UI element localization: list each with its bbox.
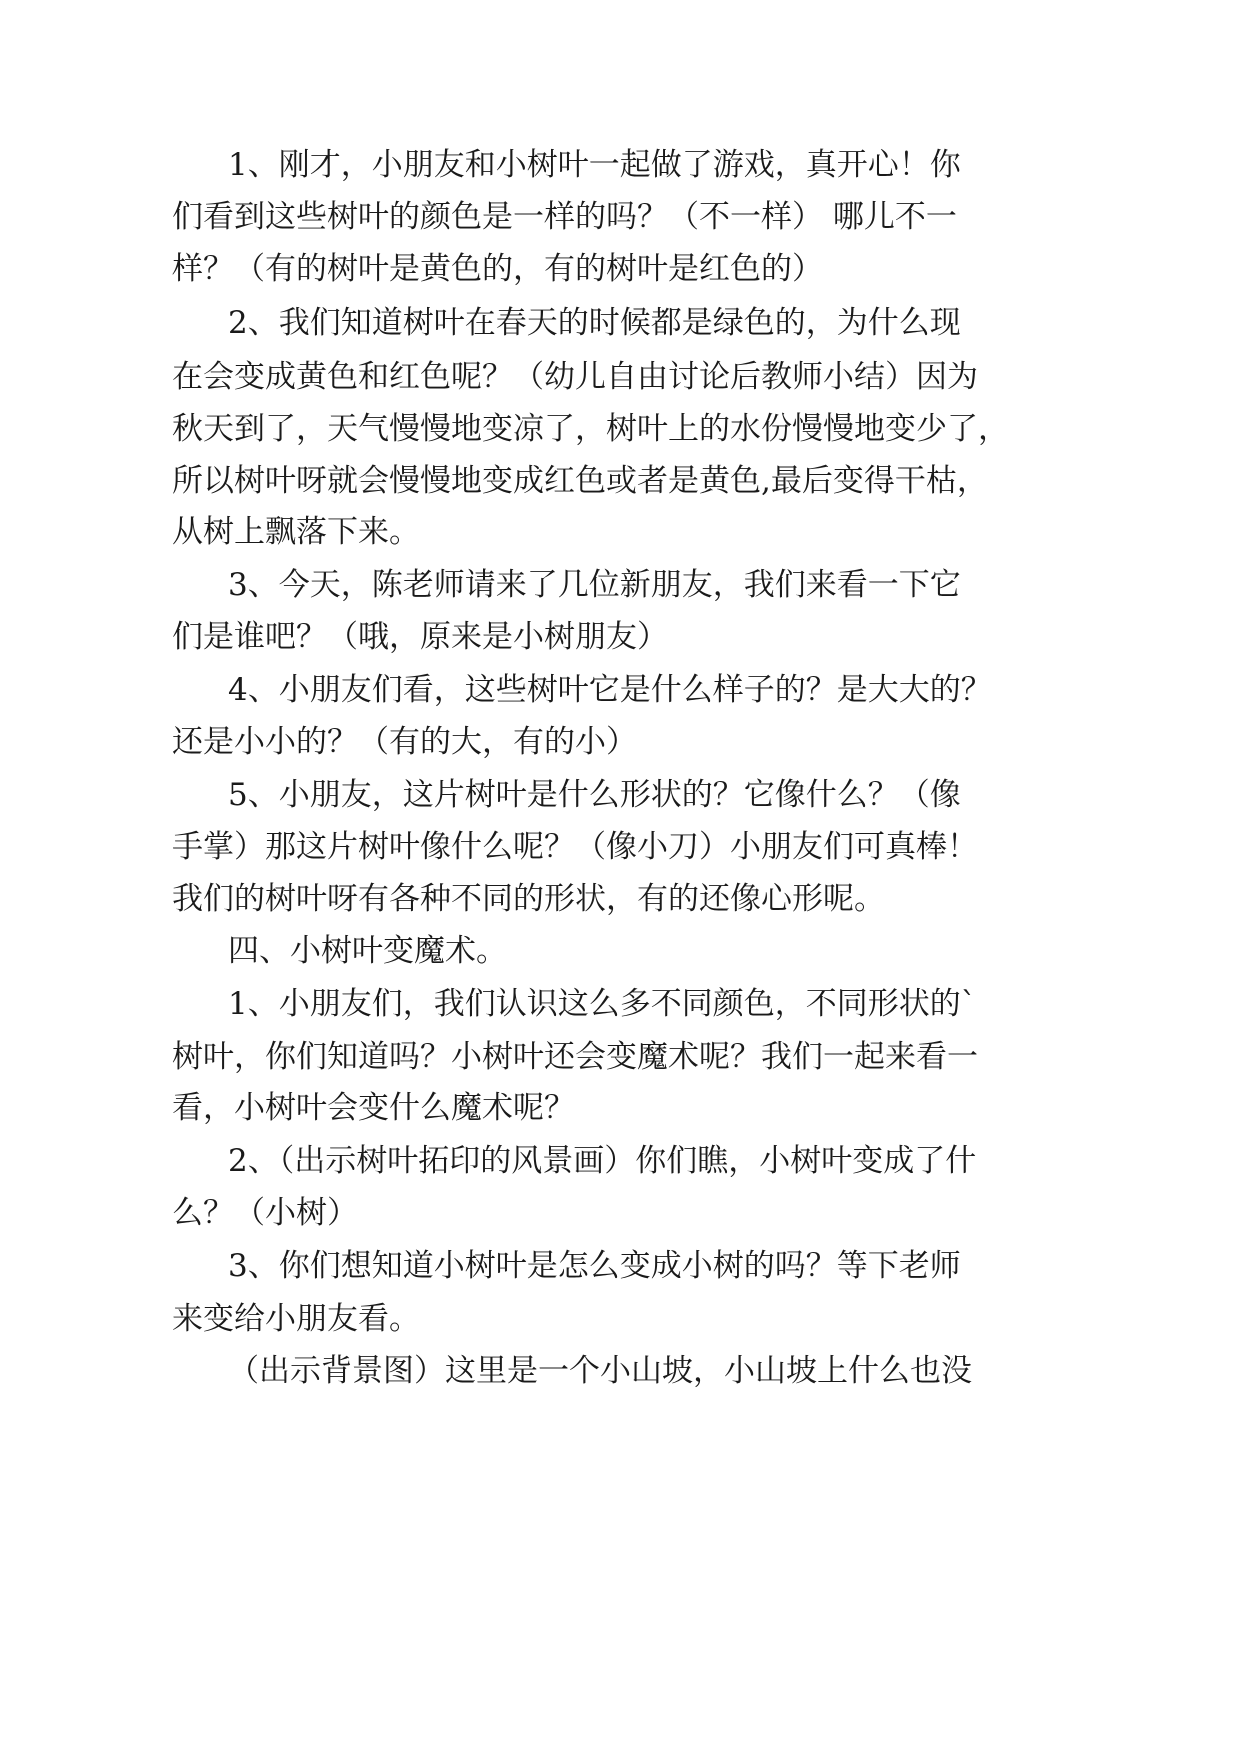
text-line: 么？（小树） (172, 1195, 358, 1231)
text-line: 看，小树叶会变什么魔术呢？ (172, 1090, 575, 1126)
text-line: 从树上飘落下来。 (172, 514, 420, 550)
text-line: 2、我们知道树叶在春天的时候都是绿色的，为什么现 (228, 305, 961, 341)
text-line: 们看到这些树叶的颜色是一样的吗？（不一样） 哪儿不一 (172, 199, 957, 235)
text-line: 1、小朋友们，我们认识这么多不同颜色，不同形状的` (228, 986, 977, 1022)
text-line: 来变给小朋友看。 (172, 1301, 420, 1337)
text-line: 所以树叶呀就会慢慢地变成红色或者是黄色,最后变得干枯， (172, 463, 988, 499)
text-line: 1、刚才，小朋友和小树叶一起做了游戏，真开心！你 (228, 147, 961, 183)
text-line: 5、小朋友，这片树叶是什么形状的？它像什么？（像 (228, 777, 961, 813)
text-line: 树叶，你们知道吗？小树叶还会变魔术呢？我们一起来看一 (172, 1039, 978, 1075)
text-line: 秋天到了，天气慢慢地变凉了，树叶上的水份慢慢地变少了， (172, 411, 1009, 447)
text-line: 2、（出示树叶拓印的风景画）你们瞧，小树叶变成了什 (228, 1143, 977, 1179)
text-line: 3、今天，陈老师请来了几位新朋友，我们来看一下它 (228, 567, 961, 603)
text-line: 样？（有的树叶是黄色的，有的树叶是红色的） (172, 251, 823, 287)
text-line: 四、小树叶变魔术。 (228, 933, 507, 969)
text-line: 还是小小的？（有的大，有的小） (172, 724, 637, 760)
text-line: （出示背景图）这里是一个小山坡，小山坡上什么也没 (228, 1353, 972, 1389)
text-line: 在会变成黄色和红色呢？（幼儿自由讨论后教师小结）因为 (172, 359, 978, 395)
text-line: 3、你们想知道小树叶是怎么变成小树的吗？等下老师 (228, 1248, 961, 1284)
text-line: 们是谁吧？（哦，原来是小树朋友） (172, 619, 668, 655)
text-line: 手掌）那这片树叶像什么呢？（像小刀）小朋友们可真棒！ (172, 829, 978, 865)
text-line: 我们的树叶呀有各种不同的形状，有的还像心形呢。 (172, 881, 885, 917)
text-line: 4、小朋友们看，这些树叶它是什么样子的？是大大的？ (228, 672, 992, 708)
